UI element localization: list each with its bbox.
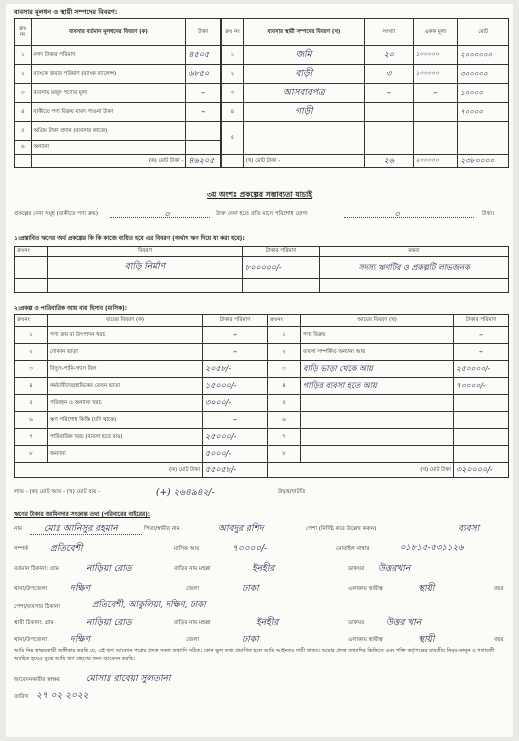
asset-unit: ১০০০০০ xyxy=(413,46,458,65)
asset-total: ২০০০০০০ xyxy=(458,46,509,65)
income-amount xyxy=(454,395,509,412)
capital-desc: নগদ টাকার পরিমাণ xyxy=(31,46,186,65)
fixed-assets-total-value: ২৩৮০০০০ xyxy=(458,155,509,168)
income-desc xyxy=(301,446,454,463)
row-no: ১ xyxy=(15,46,32,65)
house-value: ইনহীর xyxy=(252,564,275,574)
perm-village-label: স্থায়ী ঠিকানা: গ্রাম xyxy=(14,620,54,626)
declaration-text: আমি নিম্ন স্বাক্ষরকারী অঙ্গীকার করছি যে, এই ঋণ আবেদন পত্রের প্রদত্ত সকল তথ্যাদি সঠিক। কোন ভুল তথ্য প্রমাণিত হলে আমি আইনতঃ দায়ী থাকব। আমার প্রদত্ত তথ্যাদির ভিত্তিতে এবং শক্তি কর্তৃপক্ষের যাবতীয় নিয়ম-কানুন ও শর্তাবলী অবহিত হয়েও বুঝে আমি ঋণ গ্রহণের জন্য আবেদন করছি। xyxy=(14,648,495,662)
expense-amount: ৩০০০/- xyxy=(203,395,268,412)
postoffice-label: ডাকঘর xyxy=(348,566,365,572)
row-no: ৪ xyxy=(15,103,32,122)
fixed-assets-total-label: (খ) মোট টাকা - xyxy=(243,155,364,168)
profit-label: লাভ - (ক) মোট আয় - (খ) মোট ব্যয় - xyxy=(14,489,101,495)
row-no: ৫ xyxy=(15,122,32,141)
col-header-no: ক্রঃ নং xyxy=(15,19,32,46)
current-village-label: বর্তমান ঠিকানা: গ্রাম xyxy=(14,566,59,572)
stay-label: এলাকায় স্থায়ীত্ব xyxy=(348,586,383,592)
col-header-income-amount: টাকার পরিমাণ xyxy=(454,315,509,327)
assets-title: ব্যবসার মূলধন ও স্থায়ী সম্পদের বিবরণ: xyxy=(14,8,118,16)
perm-district-value: ঢাকা xyxy=(242,635,259,645)
liabilities-line xyxy=(110,216,210,218)
income-expense-title: ২।প্রকল্প ও পারিবারিক আয় ব্যয় হিসাব (মাসিক): xyxy=(14,306,128,312)
guarantor-father: আবদুর রশিদ xyxy=(218,524,264,534)
applicant-signature: মোসাঃ রাবেয়া সুলতানা xyxy=(86,674,171,684)
col-header-capital: ব্যবসার বর্তমান মূলধনের বিবরণ (ক) xyxy=(31,19,186,46)
date-value: ২৭ ০২ ২০২২ xyxy=(36,691,89,701)
row-no: ৫ xyxy=(15,395,48,412)
expense-amount: ৫০০০/- xyxy=(203,446,268,463)
capital-amount: – xyxy=(186,103,221,122)
perm-postoffice-value: উত্তর খান xyxy=(386,618,422,628)
income-desc: গাড়ির ব্যবসা হতে আয় xyxy=(301,378,454,395)
guarantor-occupation: ব্যবসা xyxy=(458,524,480,534)
expense-total-label: (ক) মোট টাকা xyxy=(15,463,203,478)
guarantor-father-label: পিতা/স্বামীর নাম xyxy=(144,526,180,532)
asset-count xyxy=(364,122,413,155)
income-value: ৭০০০০/- xyxy=(232,544,268,554)
asset-unit: – xyxy=(413,84,458,103)
asset-total: ৩০০০০০ xyxy=(458,65,509,84)
expense-amount: – xyxy=(203,344,268,361)
expense-desc: অন্যান্য xyxy=(48,446,203,463)
monthly-payable-label: উক্ত দেনা হতে প্রতি মাসে পরিশোধ যোগ্য xyxy=(216,211,308,217)
row-no: ৩ xyxy=(15,84,32,103)
row-no: ৬ xyxy=(15,141,32,155)
capital-amount: ৬৮৫০ xyxy=(186,65,221,84)
col-header-no: ক্রঃনং xyxy=(15,247,48,257)
row-no: ৪ xyxy=(222,103,244,122)
col-header-no2: ক্রঃনং xyxy=(268,315,301,327)
stay-value: স্থায়ী xyxy=(418,584,435,594)
fixed-assets-total-count: ২৬ xyxy=(364,155,413,168)
district-value: ঢাকা xyxy=(242,584,259,594)
col-header-expense: ব্যয়ের বিবরণ (ক) xyxy=(48,315,203,327)
perm-thana-value: দক্ষিণ xyxy=(70,635,91,645)
profit-value: (+) ২৬৪৯৪২/- xyxy=(156,488,215,498)
col-header-no: ক্রঃনং xyxy=(15,315,48,327)
asset-count: ৩ xyxy=(364,65,413,84)
income-desc xyxy=(301,395,454,412)
capital-amount xyxy=(186,141,221,155)
loan-usage-amount: ৮০০০০০/- xyxy=(243,257,320,279)
col-header-desc: বিবরণ xyxy=(48,247,243,257)
perm-thana-label: থানা/উপজেলা xyxy=(14,637,48,643)
expense-desc: কর্মচারীদের/শ্রমিকের বেতন ভাতা xyxy=(48,378,203,395)
guarantor-name: মোঃ আনিসুর রহমান xyxy=(44,524,118,534)
monthly-payable-value: ০ xyxy=(394,210,400,220)
expense-desc: ঋণ পরিশোধ কিস্তি (যদি থাকে) xyxy=(48,412,203,429)
thana-label: থানা/উপজেলা xyxy=(14,586,48,592)
col-header-total: মোট xyxy=(458,19,509,46)
perm-house-label: বাড়ির নাম মহল্লা xyxy=(174,620,211,626)
income-amount xyxy=(454,429,509,446)
liabilities-value: ০ xyxy=(164,210,170,220)
current-capital-table xyxy=(14,18,221,168)
expense-desc: পণ্য ক্রয় বা উৎপাদন খরচ xyxy=(48,327,203,344)
asset-total xyxy=(458,122,509,155)
guarantor-title: ঋণের টাকার জামিনদার সংক্রান্ত তথ্য (পরিবারের বাইরের): xyxy=(14,512,151,518)
capital-amount: ৪৫০৫ xyxy=(186,46,221,65)
perm-years-label: বছর xyxy=(494,637,504,643)
guarantor-occupation-label: পেশা (নির্দিষ্ট করে উল্লেখ করুন) xyxy=(306,526,377,532)
expense-amount: – xyxy=(203,327,268,344)
row-no: ১ xyxy=(222,46,244,65)
loan-usage-comment: সদস্য ঋণটির ও প্রকল্পটি লাভজনক xyxy=(320,257,509,279)
asset-unit xyxy=(413,122,458,155)
income-total-label: (খ) মোট টাকা xyxy=(268,463,454,478)
relation-label: সম্পর্ক xyxy=(14,546,29,552)
loan-usage-title: ১।প্রস্তাবিত ঋণের অর্থ প্রকল্পের কি কি কাজে ব্যয়িত হবে এর বিবরণ (অর্থাৎ ঋণ দিয়ে যা করা হবে): xyxy=(14,236,245,242)
row-no: ৪ xyxy=(15,378,48,395)
expense-desc: দোকান ভাড়া xyxy=(48,344,203,361)
col-header-no: ক্রঃ নং xyxy=(222,19,244,46)
row-no: ৭ xyxy=(268,429,301,446)
profit-suffix: উদ্বৃত্ত/ঘাটতি xyxy=(278,489,306,495)
capital-total-label: (ক) মোট টাকা - xyxy=(31,155,186,168)
col-header-expense-amount: টাকার পরিমাণ xyxy=(203,315,268,327)
capital-desc: বাকীতে পণ্য বিক্রয় বাবদ পাওনা টাকা xyxy=(31,103,186,122)
income-amount: ৭০০০০/- xyxy=(454,378,509,395)
asset-count xyxy=(364,103,413,122)
perm-stay-value: স্থায়ী xyxy=(418,635,435,645)
relation-value: প্রতিবেশী xyxy=(50,544,83,554)
row-no: ১ xyxy=(268,327,301,344)
signature-label: আবেদনকারীর স্বাক্ষর xyxy=(14,677,60,683)
income-desc: পণ্য বিক্রয় xyxy=(301,327,454,344)
row-no: ৩ xyxy=(222,84,244,103)
expense-desc: পারিবারিক খরচ (ব্যবসা হতে ব্যয়) xyxy=(48,429,203,446)
fixed-assets-total-unit: ২০০০০০ xyxy=(413,155,458,168)
asset-count: – xyxy=(364,84,413,103)
expense-amount: – xyxy=(203,412,268,429)
capital-desc: অগ্রিম টাকা প্রদান (ব্যবসার কাজে) xyxy=(31,122,186,141)
asset-desc: জমি xyxy=(243,46,364,65)
income-amount xyxy=(454,446,509,463)
expense-desc: বিদ্যুৎ-পানি-গ্যাস বিল xyxy=(48,361,203,378)
years-label: বছর xyxy=(494,586,504,592)
expense-amount: ২০৫৮/- xyxy=(203,361,268,378)
row-no: ৩ xyxy=(15,361,48,378)
col-header-amount: টাকা xyxy=(186,19,221,46)
house-label: বাড়ির নাম মহল্লা xyxy=(174,566,211,572)
mobile-label: মোবাইল নাম্বার xyxy=(336,546,370,552)
asset-total: ৭০০০০ xyxy=(458,103,509,122)
income-amount: – xyxy=(454,344,509,361)
capital-desc: ব্যাংকে জমার পরিমাণ (ব্যাংক ব্যালেন্স) xyxy=(31,65,186,84)
capital-amount: – xyxy=(186,84,221,103)
col-header-amount: টাকার পরিমাণ xyxy=(243,247,320,257)
perm-postoffice-label: ডাকঘর xyxy=(348,620,365,626)
col-header-unit-price: একক মূল্য xyxy=(413,19,458,46)
postoffice-value: উত্তরখান xyxy=(378,564,411,574)
capital-desc: অন্যান্য xyxy=(31,141,186,155)
col-header-comment: মন্তব্য xyxy=(320,247,509,257)
row-no: ৮ xyxy=(15,446,48,463)
monthly-payable-line xyxy=(344,216,474,218)
expense-amount: ২৫০০০/- xyxy=(203,429,268,446)
row-no: ৫ xyxy=(222,122,244,155)
taka-suffix: টাকা। xyxy=(482,211,495,217)
loan-usage-table xyxy=(14,246,509,293)
income-amount xyxy=(454,412,509,429)
income-label: মাসিক আয় xyxy=(174,546,200,552)
row-no: ৬ xyxy=(268,412,301,429)
row-no: ৪ xyxy=(268,378,301,395)
business-address-label: পেশা/ব্যবসার ঠিকানা xyxy=(14,604,60,610)
row-no: ২ xyxy=(15,65,32,84)
row-no: ২ xyxy=(222,65,244,84)
mobile-value: ০১৮১৫-৫৩১১২৬ xyxy=(400,543,464,553)
fixed-assets-table xyxy=(221,18,509,168)
col-header-count: সংখ্যা xyxy=(364,19,413,46)
capital-total-value: ৪৬২০৫ xyxy=(186,155,221,168)
row-no: ১ xyxy=(15,327,48,344)
row-no: ৮ xyxy=(268,446,301,463)
asset-desc: আসবাবপত্র xyxy=(243,84,364,103)
business-address-value: প্রতিবেশী, আকুলিয়া, দক্ষিণ, ঢাকা xyxy=(92,600,206,610)
asset-desc: গাড়ী xyxy=(243,103,364,122)
loan-usage-desc: বাড়ি নির্মাণ xyxy=(48,257,243,279)
capital-amount xyxy=(186,122,221,141)
perm-house-value: ইনহীর xyxy=(256,618,279,628)
asset-unit xyxy=(413,103,458,122)
row-no: ৫ xyxy=(268,395,301,412)
liabilities-label: প্রকল্পের দেনা সমূহ (বাকীতে পণ্য ক্রয়) xyxy=(14,211,99,217)
current-village-value: নাড়িয়া রোড xyxy=(86,564,132,574)
perm-stay-label: এলাকায় স্থায়ীত্ব xyxy=(348,637,383,643)
district-label: জেলা xyxy=(186,586,200,592)
asset-total: ১০০০০ xyxy=(458,84,509,103)
asset-unit: ১০০০০০ xyxy=(413,65,458,84)
asset-desc: বাড়ী xyxy=(243,65,364,84)
income-total-value: ৩২০০০০/- xyxy=(454,463,509,478)
income-expense-table xyxy=(14,314,509,478)
row-no: ২ xyxy=(268,344,301,361)
income-desc: বাড়ি ভাড়া থেকে আয় xyxy=(301,361,454,378)
col-header-income: আয়ের বিবরণ (খ) xyxy=(301,315,454,327)
capital-desc: ব্যবসায় মজুদ পণ্যের মূল্য xyxy=(31,84,186,103)
income-amount: ২৫০০০০/- xyxy=(454,361,509,378)
form-page xyxy=(6,4,513,737)
date-label: তারিখ xyxy=(14,694,29,700)
guarantor-name-label: নাম xyxy=(14,526,23,532)
row-no: ৭ xyxy=(15,429,48,446)
expense-desc: পরিবহন ও অন্যান্য খরচ xyxy=(48,395,203,412)
income-amount: – xyxy=(454,327,509,344)
expense-total-value: ৫৫০৫৮/- xyxy=(203,463,268,478)
col-header-fixed-asset: ব্যবসার স্থায়ী সম্পদের বিবরণ (খ) xyxy=(243,19,364,46)
row-no: ২ xyxy=(15,344,48,361)
income-desc xyxy=(301,429,454,446)
row-no: ৬ xyxy=(15,412,48,429)
row-no: ৩ xyxy=(268,361,301,378)
asset-count: ২০ xyxy=(364,46,413,65)
perm-district-label: জেলা xyxy=(186,637,200,643)
asset-desc xyxy=(243,122,364,155)
income-desc xyxy=(301,412,454,429)
section3-heading: ৩য় অংশঃ প্রকল্পের সম্ভাব্যতা যাচাই xyxy=(206,190,313,199)
thana-value: দক্ষিণ xyxy=(70,584,91,594)
income-desc: ব্যবসা সম্পর্কিত অন্যান্য আয় xyxy=(301,344,454,361)
perm-village-value: নাড়িয়া রোড xyxy=(86,618,132,628)
expense-amount: ১৫০০০/- xyxy=(203,378,268,395)
